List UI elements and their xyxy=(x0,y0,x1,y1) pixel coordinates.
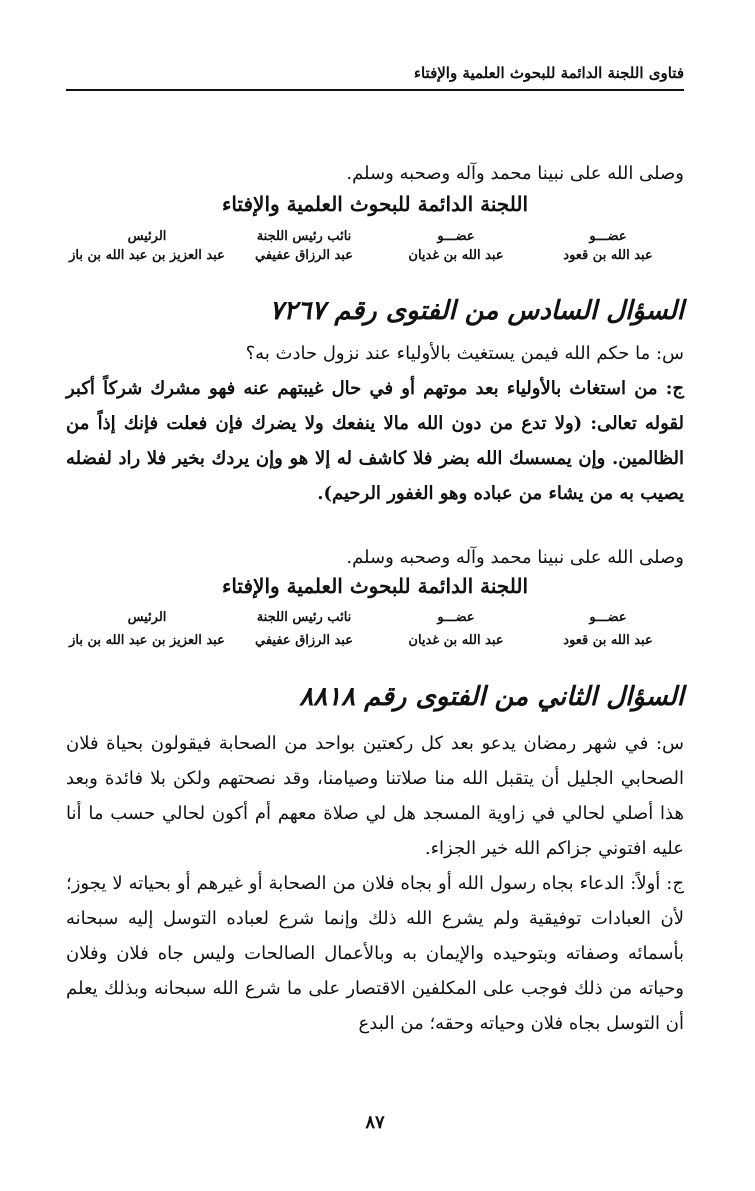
signature-name: عبد الله بن قعود xyxy=(563,248,653,263)
signature-role: نائب رئيس اللجنة xyxy=(256,229,352,244)
signature-role: عضـــو xyxy=(589,229,627,244)
signature-name: عبد الرزاق عفيفي xyxy=(255,633,353,648)
signature-role: عضـــو xyxy=(437,229,475,244)
signature-name: عبد الرزاق عفيفي xyxy=(255,248,353,263)
salawat-1: وصلى الله على نبينا محمد وآله وصحبه وسلم. xyxy=(346,163,684,184)
fatwa-2-question: س: في شهر رمضان يدعو بعد كل ركعتين بواحد من الصحابة فيقولون بحياة فلان الصحابي الجليل أن يتقبل الله منا صلاتنا وصيامنا، وقد نصحتهم ولكن بلا فائدة وبعد هذا أصلي لحالي في زاوية المسجد هل لي صلاة معهم أم أكون لحالي حسب ما أنا عليه افتوني جزاكم الله خير الجزاء. xyxy=(66,733,684,859)
fatwa-2-title: السؤال الثاني من الفتوى رقم ٨٨١٨ xyxy=(299,682,684,712)
signature-role: الرئيس xyxy=(127,610,167,625)
fatwa-1-question: س: ما حكم الله فيمن يستغيث بالأولياء عند نزول حادث به؟ xyxy=(245,343,684,364)
signature-block-2 xyxy=(66,610,684,648)
committee-title-2: اللجنة الدائمة للبحوث العلمية والإفتاء xyxy=(221,574,529,598)
signature-role: نائب رئيس اللجنة xyxy=(256,610,352,625)
signature-name: عبد الله بن قعود xyxy=(563,633,653,648)
page xyxy=(66,0,684,1191)
salawat-2: وصلى الله على نبينا محمد وآله وصحبه وسلم. xyxy=(346,547,684,568)
signature-name: عبد الله بن غديان xyxy=(408,248,504,263)
fatwa-2-answer: ج: أولاً: الدعاء بجاه رسول الله أو بجاه فلان من الصحابة أو غيرهم أو بحياته لا يجوز؛ لأن العبادات توفيقية ولم يشرع الله ذلك وإنما شرع لعباده التوسل إليه سبحانه بأسمائه وصفاته وبتوحيده والإيمان به وبالأعمال الصالحات وليس جاه فلان وفلان وحياته من ذلك فوجب على المكلفين الاقتصار على ما شرع الله سبحانه وبذلك يعلم أن التوسل بجاه فلان وحياته وحقه؛ من البدع xyxy=(66,873,684,1034)
fatwa-1-answer: ج: من استغاث بالأولياء بعد موتهم أو في حال غيبتهم عنه فهو مشرك شركاً أكبر لقوله تعالى: (ولا تدع من دون الله مالا ينفعك ولا يضرك فإن فعلت فإنك إذاً من الظالمين. وإن يمسسك الله بضر فلا كاشف له إلا هو وإن يردك بخير فلا راد لفضله يصيب به من يشاء من عباده وهو الغفور الرحيم). xyxy=(66,378,684,504)
header-rule xyxy=(66,89,684,91)
page-number: ٨٧ xyxy=(365,1112,385,1133)
running-header: فتاوى اللجنة الدائمة للبحوث العلمية والإفتاء xyxy=(413,64,684,82)
signature-block-1 xyxy=(66,229,684,263)
signature-role: عضـــو xyxy=(437,610,475,625)
fatwa-1-title: السؤال السادس من الفتوى رقم ٧٢٦٧ xyxy=(269,296,684,326)
signature-name: عبد العزيز بن عبد الله بن باز xyxy=(69,248,225,263)
committee-title-1: اللجنة الدائمة للبحوث العلمية والإفتاء xyxy=(221,192,529,216)
signature-role: عضـــو xyxy=(589,610,627,625)
signature-name: عبد العزيز بن عبد الله بن باز xyxy=(69,633,225,648)
signature-name: عبد الله بن غديان xyxy=(408,633,504,648)
signature-role: الرئيس xyxy=(127,229,167,244)
